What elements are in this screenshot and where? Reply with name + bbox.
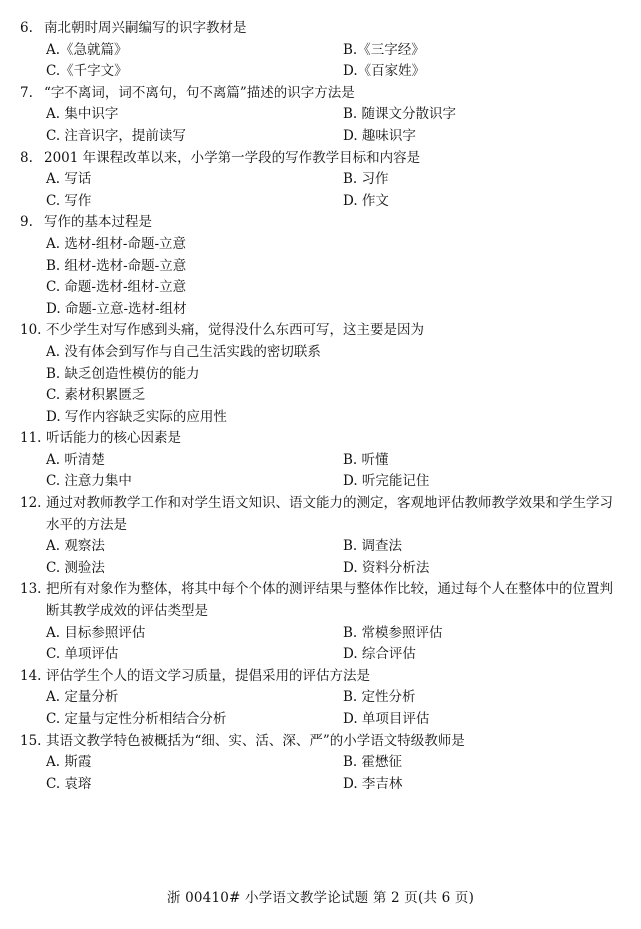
option-b: B. 习作 [343, 171, 389, 188]
question-13 [20, 579, 625, 665]
option-c: C.《千字文》 [46, 63, 128, 80]
question-stem [20, 212, 625, 234]
question-11 [20, 428, 625, 493]
option-list [20, 342, 625, 428]
option-a: A.《急就篇》 [46, 41, 128, 58]
option-d: D. 资料分析法 [343, 559, 430, 576]
page-footer: 浙 00410# 小学语文教学论试题 第 2 页(共 6 页) [166, 890, 475, 906]
option-d: D. 作文 [343, 192, 389, 209]
question-text: 把所有对象作为整体，将其中每个个体的测评结果与整体作比较，通过每个人在整体中的位置判断其教学成效的评估类型是 [46, 581, 613, 620]
question-number: 7. [20, 84, 33, 101]
option-c: C. 袁瑢 [46, 775, 92, 792]
question-number: 14. [20, 667, 42, 684]
option-c: C. 注音识字，提前读写 [46, 127, 186, 144]
question-stem [20, 579, 625, 622]
option-grid [20, 169, 625, 212]
question-6 [20, 18, 625, 83]
question-text: 写作的基本过程是 [44, 214, 152, 231]
question-text: 通过对教师教学工作和对学生语文知识、语文能力的测定，客观地评估教师教学效果和学生学习水平的方法是 [46, 495, 613, 533]
question-text: 南北朝时周兴嗣编写的识字教材是 [44, 20, 247, 36]
question-number: 15. [20, 732, 42, 749]
option-d: D. 李吉林 [343, 775, 403, 792]
question-number: 10. [20, 322, 42, 339]
option-c: C. 素材积累匮乏 [46, 387, 146, 404]
option-a: A. 选材-组材-命题-立意 [46, 235, 187, 252]
question-stem [20, 83, 625, 105]
question-stem [20, 731, 625, 753]
option-d: D. 写作内容缺乏实际的应用性 [46, 408, 227, 425]
option-b: B. 调查法 [343, 538, 403, 555]
question-stem [20, 18, 625, 40]
question-8 [20, 148, 625, 213]
option-b: B. 组材-选材-命题-立意 [46, 257, 187, 274]
question-9 [20, 212, 625, 320]
option-list [20, 234, 625, 320]
option-a: A. 斯霞 [46, 754, 92, 771]
option-grid [20, 687, 625, 730]
option-grid [20, 536, 625, 579]
option-d: D. 听完能记住 [343, 473, 430, 490]
question-text: 听话能力的核心因素是 [46, 430, 181, 447]
question-stem [20, 148, 625, 170]
question-number: 11. [20, 430, 42, 447]
option-a: A. 定量分析 [46, 689, 119, 706]
question-stem [20, 320, 625, 342]
question-stem [20, 666, 625, 688]
option-b: B. 随课文分散识字 [343, 106, 457, 123]
option-b: B. 霍懋征 [343, 754, 403, 771]
question-10 [20, 320, 625, 428]
option-b: B. 定性分析 [343, 689, 416, 706]
question-15 [20, 731, 625, 796]
question-text: 评估学生个人的语文学习质量，提倡采用的评估方法是 [46, 667, 370, 684]
question-14 [20, 666, 625, 731]
question-text: 2001 年课程改革以来，小学第一学段的写作教学目标和内容是 [44, 149, 421, 166]
question-number: 8. [20, 149, 33, 166]
question-7 [20, 83, 625, 148]
option-d: D. 单项目评估 [343, 711, 430, 727]
option-grid [20, 104, 625, 147]
option-a: A. 集中识字 [46, 106, 119, 123]
option-c: C. 注意力集中 [46, 473, 132, 490]
option-d: D. 趣味识字 [343, 127, 416, 144]
question-text: 不少学生对写作感到头痛，觉得没什么东西可写，这主要是因为 [46, 322, 424, 339]
question-number: 6. [20, 20, 33, 36]
option-grid [20, 752, 625, 795]
option-b: B.《三字经》 [343, 41, 425, 58]
option-grid [20, 450, 625, 493]
question-text: “字不离词，词不离句，句不离篇”描述的识字方法是 [44, 84, 355, 101]
option-d: D. 命题-立意-选材-组材 [46, 300, 187, 317]
option-a: A. 目标参照评估 [46, 624, 146, 641]
option-b: B. 缺乏创造性模仿的能力 [46, 365, 200, 382]
option-a: A. 听清楚 [46, 451, 105, 468]
option-c: C. 定量与定性分析相结合分析 [46, 711, 227, 727]
option-c: C. 单项评估 [46, 646, 119, 663]
question-12 [20, 493, 625, 579]
option-c: C. 命题-选材-组材-立意 [46, 279, 187, 296]
question-number: 12. [20, 495, 42, 512]
question-stem [20, 428, 625, 450]
question-stem [20, 493, 625, 536]
option-grid [20, 623, 625, 666]
option-c: C. 测验法 [46, 559, 105, 576]
option-c: C. 写作 [46, 192, 92, 209]
question-text: 其语文教学特色被概括为“细、实、活、深、严”的小学语文特级教师是 [46, 732, 465, 749]
option-d: D.《百家姓》 [343, 63, 426, 80]
question-number: 13. [20, 581, 42, 598]
option-b: B. 听懂 [343, 451, 389, 468]
option-b: B. 常模参照评估 [343, 624, 443, 641]
question-number: 9. [20, 214, 33, 231]
option-a: A. 观察法 [46, 538, 105, 555]
option-a: A. 写话 [46, 171, 92, 188]
option-d: D. 综合评估 [343, 646, 416, 663]
option-a: A. 没有体会到写作与自己生活实践的密切联系 [46, 343, 321, 360]
question-list [20, 18, 625, 795]
option-grid [20, 40, 625, 83]
